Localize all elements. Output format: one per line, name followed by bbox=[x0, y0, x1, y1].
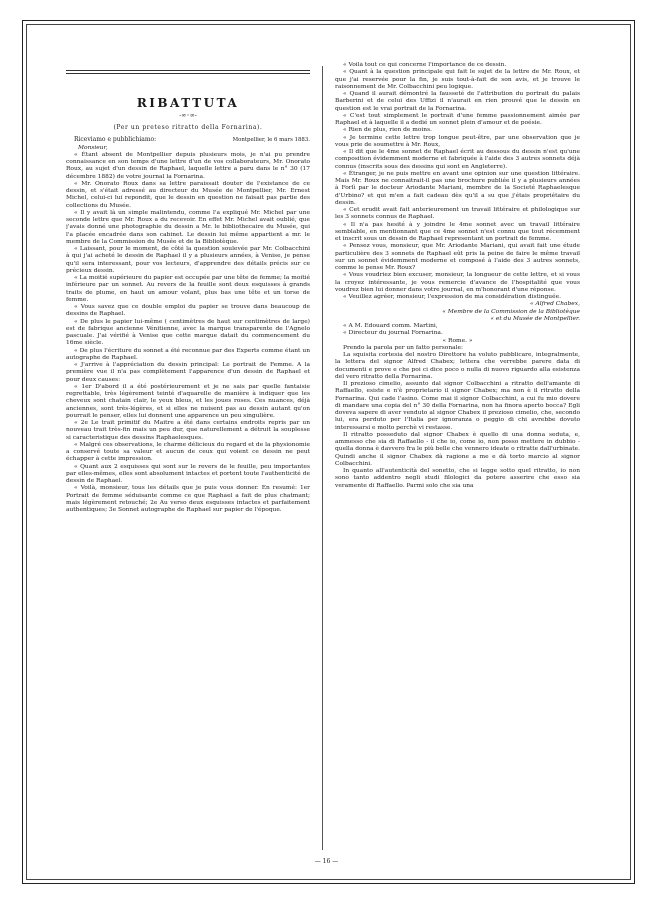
letter-paragraph: « Mr. Onorato Roux dans sa lettre paraissait douter de l'existance de ce dessin, et s'était adressé au directeur du Musée de Montpellier, Mr. Ernest Michel, celui-ci lui repondit, que le dessin en question ne faisait pas partie des collections du Musée. bbox=[66, 180, 310, 209]
letter-paragraph: « C'est tout simplement le portrait d'une femme passionnement aimée par Raphael et à laquelle il a dedié un sonnet plein d'amour et de poésie. bbox=[335, 112, 580, 126]
address-city: « Rome. » bbox=[442, 337, 473, 344]
place-date: Montpellier, le 6 mars 1883. bbox=[232, 137, 310, 144]
letter-paragraph: « Malgré ces observations, le charme délicieux du regard et de la physionomie a conservé toute sa valeur et aucun de ceux qui voient ce dessin ne peut échapper à cette impression. bbox=[66, 441, 310, 463]
letter-paragraph: « 2e Le trait primitif du Maitre a été dans certains endroits repris par un nouveau trait très-fin mais un peu dur, que naturellement a détruit la souplesse si caracteristique des dessins Raphaelesques. bbox=[66, 420, 310, 441]
reply-paragraph: Il ritratto posseduto dal signor Chabex è quello di una donna seduta, e, ammesso che sia di Raffaello - il che io, come io, non posso mettere in dubbio - quella donna è davvero fra le più belle che vennero ideate o ritratte dall'urbinate. Quindi anche il signor Chabex dà ragione a me e dà torto marcio al signor Colbacchini. bbox=[335, 431, 580, 467]
intro-line: Riceviamo e pubblichiamo: bbox=[74, 136, 157, 143]
letter-paragraph: « Étranger, je ne puis mettre en avant une opinion sur une question littéraire. Mais Mr. Roux ne connaitrait-il pas une brochure publiée il y a plusieurs années à Forlì par le docteur Ariodante Mariani, membre de la Societé Raphaelesque d'Urbino? et qui m'en a fait cadeau dès qu'il a su que j'étais propriétaire du dessin. bbox=[335, 170, 580, 206]
letter-paragraph: « Vous voudriez bien excuser, monsieur, la longueur de cette lettre, et si vous la croyez intéressante, je vous remercie d'avance de l'hospitalité que vous voudrez bien lui donner dans votre journal, en m'honorant d'une réponse. bbox=[335, 272, 580, 293]
letter-paragraph: « J'arrive à l'appréciation du dessin principal: Le portrait de Femme. A la première vue il n'a pas complètement l'apparence d'un dessin de Raphael et pour deux causes: bbox=[66, 362, 310, 383]
letter-paragraph: « Voilà tout ce qui concerne l'importance de ce dessin. bbox=[343, 62, 507, 68]
letter-paragraph: « Cet erudit avait fait anterieurement un travail littéraire et philologique sur les 3 sonnets connus de Raphael. bbox=[335, 207, 580, 221]
letter-paragraph: « Laissant, pour le moment, de côté la question soulevée par Mr. Colbacchini à qui j'ai acheté le dessin de Raphael il y a plusieurs années, à Venise, je pense qu'il sera interessant, pour vos lecteurs, d'apprendre des détails précis sur ce précieux dessin. bbox=[66, 246, 310, 274]
letter-paragraph: « Il n'a pas hesité à y joindre le 4me sonnet avec un travail littéraire semblable, en mentionnant que ce 4me sonnet n'est connu que tout récemment et inscrit sous un dessin de Raphael representant un portrait de femme. bbox=[335, 221, 580, 242]
letter-paragraph: « Voilà, monsieur, tous les détails que je puis vous donner. En resumé: 1er Portrait de femme séduisante comme ce que Raphael a fait de plus chatmant; mais légèrement retouché; 2e Au verso deux esquisses intactes et parfaitement authentiques; 3e Sonnet autographe de Raphael sur papier de l'époque. bbox=[66, 485, 310, 513]
letter-paragraph: « La moitié supérieure du papier est occupée par une tête de femme; la moitié inférieure par un sonnet. Au revers de la feuille sont deux esquisses à grands traits de plume, en haut un amour volant, plus bas une tête et un torse de femme. bbox=[66, 275, 310, 303]
letter-paragraph: « Quant à la question principale qui fait le sujet de la lettre de Mr. Roux, et que j'ai reservée pour la fin, je suis tout-à-fait de son avis, et je trouve le raisonnement de Mr. Colbacchini peu logique. bbox=[335, 69, 580, 90]
article-subtitle: (Per un preteso ritratto della Fornarina). bbox=[113, 124, 263, 131]
letter-paragraph: « Je termine cette lettre trop longue peut-être, par une observation que je vous prie de soumettre à Mr. Roux, bbox=[335, 134, 580, 148]
letter-paragraph: « Quand il aurait démontré la fausseté de l'attribution du portrait du palais Barberini et de celui des Uffizi il n'aurait en rien prouvé que le dessin en question est le vrai portrait de la Fornarina. bbox=[335, 91, 580, 112]
letter-paragraph: « Rien de plus, rien de moins. bbox=[343, 127, 432, 134]
letter-paragraph: « De plus l'écriture du sonnet a été reconnue par des Experts comme étant un autographe de Raphael. bbox=[66, 347, 310, 361]
article-title: RIBATTUTA bbox=[136, 96, 240, 110]
letter-paragraph: « Vous savez que ce double emploi du papier se trouve dans beaucoup de dessins de Raphael. bbox=[66, 304, 310, 318]
address-line-1: « A M. Edouard comm. Martini, bbox=[343, 323, 438, 329]
page-number: — 16 — bbox=[314, 858, 339, 865]
reply-paragraph: Il prezioso cimelio, assunto dal signor Colbacchini a ritratto dell'amante di Raffaello, esiste e n'è proprietario il signor Chabex; ma non è il ritratto della Fornarina. Qui cade l'asino. Come mai il signor Colbacchini, a cui fu mio dovere di mandare una copia del n° 30 della Fornarina, non ha finora aperto bocca? Egli doveva sapere di aver venduto al signor Chabex il prezioso cimelio, che, secondo lui, era perduto per l'Italia per ignoranza o peggio di chi avrebbe dovuto interessarsi e molto perchè vi restasse. bbox=[335, 381, 580, 431]
signature-name: « Alfred Chabex, bbox=[529, 301, 580, 308]
letter-paragraph: « De plus le papier lui-même ( centimètres de haut sur centimètres de large) est de fabrique ancienne Vénitienne, avec la marque transparente de l'Agnelo pascuale. J'ai vérifié à Venise que cette marque datait du commencement du 16me siècle. bbox=[66, 318, 310, 347]
letter-paragraph: « Étant absent de Montpellier depuis plusieurs mois, je n'ai pu prendre connaissance en son temps d'une lettre d'un de vos collaborateurs, Mr. Onorato Roux, au sujet d'un dessin de Raphael, laquelle lettre a paru dans le n° 30 (17 décembre 1882) de votre journal la Fornarina. bbox=[66, 151, 310, 180]
column-divider bbox=[322, 66, 323, 850]
letter-paragraph: « Veuillez agréer, monsieur, l'expression de ma considération distinguée. bbox=[343, 294, 561, 300]
reply-paragraph: Prendo la parola per un fatto personale: bbox=[343, 344, 463, 351]
letter-paragraph: « Quant aux 2 esquisses qui sont sur le revers de le feuille, peu importantes par elles-mêmes, elles sont absolument intactes et portent toute l'authenticité de dessin de Raphael. bbox=[66, 463, 310, 484]
signature-title-1: « Membre de la Commission de la Bibliotèque bbox=[442, 308, 580, 315]
letter-paragraph: « 1er D'abord il a été postérieurement et je ne sais par quelle fantaisie regrettable, très légèrement teinté d'aquarelle de manière à indiquer que les cheveux sont chatain clair, le yeux bleus, et les joues roses. Ces nuances, déjà anciennes, sont très-légères, et si elles ne nuisent pas au dessin autant qu'on pourrait le penser, elles lui donnent une apparence un peu singulière. bbox=[66, 383, 310, 419]
left-column bbox=[66, 62, 310, 852]
signature-title-2: « et du Musée de Montpellier. bbox=[490, 315, 580, 322]
salutation: Monsieur, bbox=[78, 144, 108, 151]
reply-paragraph: In quanto all'autenticità del sonetto, che si legge sotto quel ritratto, io non sono tanto addentro negli studi filologici da potere asserire che esso sia veramente di Raffaello. Parmi solo che sia una bbox=[335, 468, 580, 489]
title-ornament: -∞◦∞- bbox=[179, 112, 197, 119]
letter-paragraph: « Pensez vous, monsieur, que Mr. Ariodante Mariani, qui avait fait une étude particulière des 3 sonnets de Raphael eût pris la peine de faire le même travail sur un sonnet évidemment moderne et composé à l'aide des 3 autres sonnets, comme le pense Mr. Roux? bbox=[335, 243, 580, 271]
right-column bbox=[335, 62, 580, 852]
reply-paragraph: La squisita cortesia del nostro Direttore ha voluto pubblicare, integralmente, la lettera del signor Alfred Chabex; lettera che verrebbe parere data di documenti e prove e che poi ci dice poco o nulla di nuovo riguardo alla esistenza del vero ritratto della Fornarina. bbox=[335, 352, 580, 380]
address-line-2: « Directeur du journal Fornarina. bbox=[343, 330, 443, 337]
letter-paragraph: « Il dit que le 4me sonnet de Raphael écrit au dessous du dessin n'est qu'une composition évidemment moderne et fabriquée à l'aide des 3 autres sonnets déjà connus (inscrits sous des dessins qui sont en Angleterre). bbox=[335, 149, 580, 170]
letter-paragraph: « Il y avait là un simple malintendu, comme l'a expliqué Mr. Michel par une seconde lettre que Mr. Roux a du recevoir. En effet Mr. Michel avait oublié, que j'avais donné une photographie du dessin a Mr. le bibliothecaire du Musée, qui l'a placée encadrée dans son cabinet. Le dessin lui même appartient a mr. le membre de la Commission du Musée et de la Bibliotèque. bbox=[66, 209, 310, 245]
